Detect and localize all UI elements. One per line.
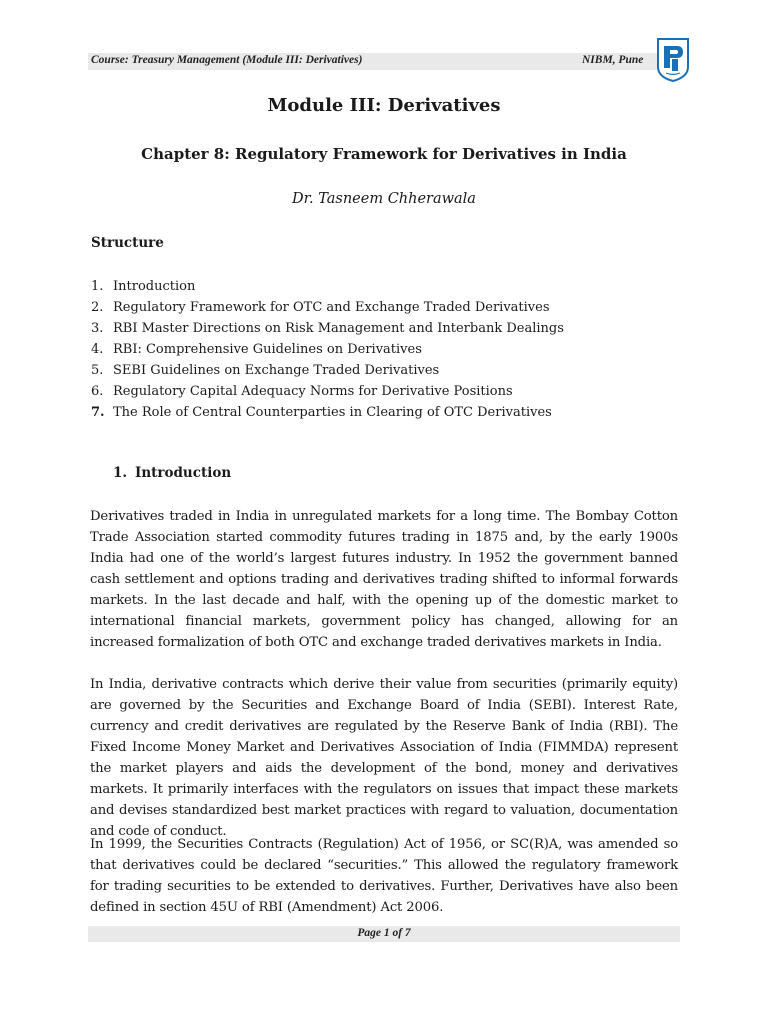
list-item-label: Regulatory Capital Adequacy Norms for Derivative Positions — [113, 384, 513, 399]
institute-name: NIBM, Pune — [582, 54, 644, 66]
list-item-label: Introduction — [113, 279, 196, 294]
page-number: Page 1 of 7 — [357, 927, 411, 939]
list-item-number: 4. — [91, 342, 104, 357]
list-item — [91, 318, 564, 339]
author-name: Dr. Tasneem Chherawala — [292, 191, 476, 207]
section-title: Introduction — [135, 465, 232, 481]
list-item-label: RBI: Comprehensive Guidelines on Derivatives — [113, 342, 422, 357]
list-item-number: 1. — [91, 279, 104, 294]
list-item-number: 7. — [91, 405, 105, 420]
list-item-label: The Role of Central Counterparties in Clearing of OTC Derivatives — [113, 405, 552, 420]
structure-list — [91, 276, 564, 423]
module-title: Module III: Derivatives — [267, 95, 501, 116]
paragraph: Derivatives traded in India in unregulated markets for a long time. The Bombay Cotton Trade Association started commodity futures trading in 1875 and, by the early 1900s India had one of the world’s largest futures industry. In 1952 the government banned cash settlement and options trading and derivatives trading shifted to informal forwards markets. In the last decade and half, with the opening up of the domestic market to international financial markets, government policy has changed, allowing for an increased formalization of both OTC and exchange traded derivatives markets in India. — [90, 509, 678, 650]
list-item-label: RBI Master Directions on Risk Management and Interbank Dealings — [113, 321, 564, 336]
structure-heading: Structure — [91, 235, 164, 251]
list-item — [91, 339, 564, 360]
list-item — [91, 297, 564, 318]
list-item-number: 3. — [91, 321, 104, 336]
list-item — [91, 276, 564, 297]
paragraph: In India, derivative contracts which derive their value from securities (primarily equity) are governed by the Securities and Exchange Board of India (SEBI). Interest Rate, currency and credit derivatives are regulated by the Reserve Bank of India (RBI). The Fixed Income Money Market and Derivatives Association of India (FIMMDA) represent the market players and aids the development of the bond, money and derivatives markets. It primarily interfaces with the regulators on issues that impact these markets and devises standardized best market practices with regard to valuation, documentation and code of conduct. — [90, 677, 678, 839]
course-title: Course: Treasury Management (Module III: Derivatives) — [91, 54, 363, 66]
list-item — [91, 360, 564, 381]
list-item-number: 2. — [91, 300, 104, 315]
list-item-label: SEBI Guidelines on Exchange Traded Derivatives — [113, 363, 440, 378]
paragraph: In 1999, the Securities Contracts (Regulation) Act of 1956, or SC(R)A, was amended so that derivatives could be declared “securities.” This allowed the regulatory framework for trading securities to be extended to derivatives. Further, Derivatives have also been defined in section 45U of RBI (Amendment) Act 2006. — [90, 837, 678, 915]
section-number: 1. — [113, 465, 128, 481]
list-item — [91, 402, 564, 423]
list-item-number: 5. — [91, 363, 104, 378]
nibm-logo-icon — [655, 37, 691, 83]
list-item-number: 6. — [91, 384, 104, 399]
list-item — [91, 381, 564, 402]
chapter-title: Chapter 8: Regulatory Framework for Derivatives in India — [141, 145, 627, 163]
section-heading — [113, 465, 231, 481]
list-item-label: Regulatory Framework for OTC and Exchange Traded Derivatives — [113, 300, 550, 315]
